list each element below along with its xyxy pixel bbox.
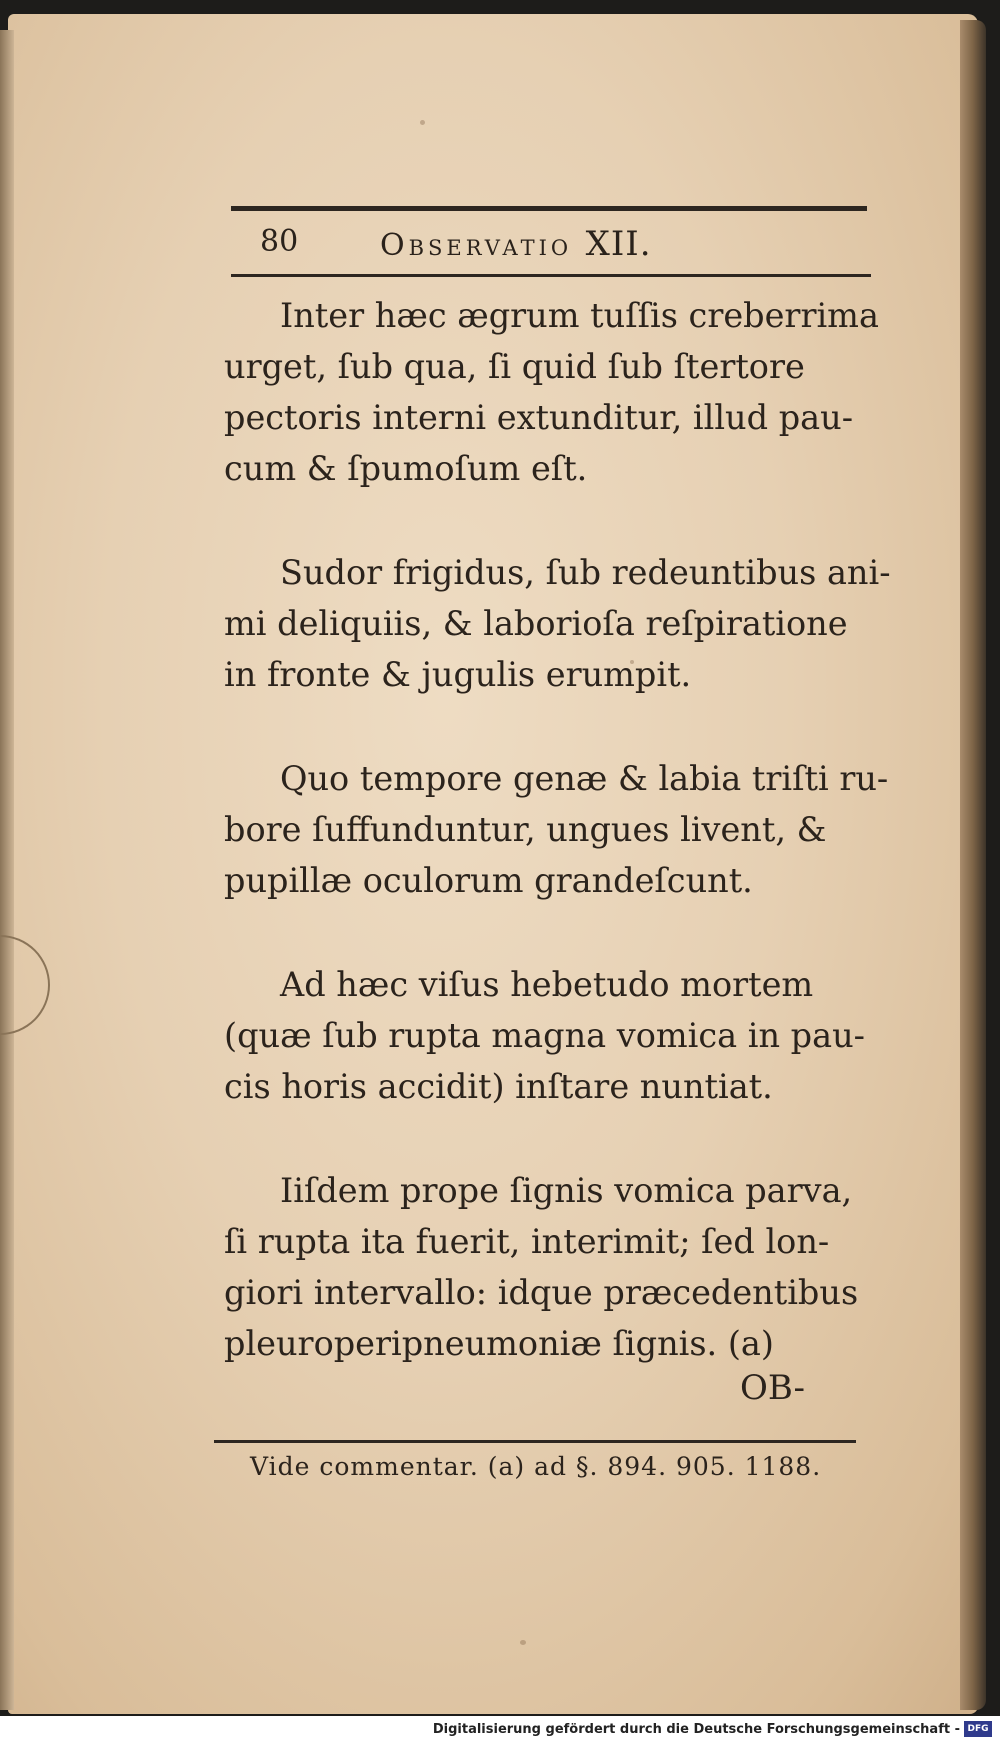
- page-number: 80: [260, 224, 299, 259]
- text-line: (quæ ſub rupta magna vomica in pau-: [224, 1016, 865, 1055]
- paragraph: [224, 753, 889, 906]
- text-line: cis horis accidit) inſtare nuntiat.: [224, 1067, 773, 1106]
- paper-spot: [520, 1640, 526, 1645]
- text-line: Inter hæc ægrum tuſſis creberrima: [280, 296, 879, 335]
- text-line: bore ſuffunduntur, ungues livent, &: [224, 810, 827, 849]
- paper-spot: [420, 120, 425, 125]
- book-spine-edge: [960, 20, 986, 1710]
- running-title: [380, 224, 652, 264]
- text-line: urget, ſub qua, ſi quid ſub ſtertore: [224, 347, 805, 386]
- footnote: Vide commentar. (a) ad §. 894. 905. 1188.: [250, 1452, 822, 1481]
- text-line: pleuroperipneumoniæ ſignis. (a): [224, 1324, 774, 1363]
- running-title-word: Observatio: [380, 228, 573, 263]
- text-line: Iiſdem prope ſignis vomica parva,: [280, 1171, 853, 1210]
- text-line: cum & ſpumoſum eſt.: [224, 449, 588, 488]
- running-header: [260, 224, 820, 270]
- catchword: OB-: [740, 1368, 805, 1408]
- text-line: Sudor frigidus, ſub redeuntibus ani-: [280, 553, 891, 592]
- page-stack-left-edge: [0, 30, 14, 1710]
- header-top-rule: [231, 206, 867, 211]
- text-line: mi deliquiis, & laborioſa reſpiratione: [224, 604, 848, 643]
- paragraph: [224, 547, 891, 700]
- digitization-credit-bar: [0, 1716, 1000, 1746]
- text-line: ſi rupta ita fuerit, interimit; ſed lon-: [224, 1222, 830, 1261]
- credit-text: Digitalisierung gefördert durch die Deutsche Forschungsgemeinschaft -: [432, 1722, 960, 1737]
- text-line: Quo tempore genæ & labia triſti ru-: [280, 759, 889, 798]
- text-line: giori intervallo: idque præcedentibus: [224, 1273, 859, 1312]
- text-line: pupillæ oculorum grandeſcunt.: [224, 861, 753, 900]
- paragraph: [224, 1165, 884, 1369]
- paragraph: [224, 959, 884, 1112]
- text-line: in fronte & jugulis erumpit.: [224, 655, 692, 694]
- footnote-rule: [214, 1440, 856, 1443]
- text-line: pectoris interni extunditur, illud pau-: [224, 398, 854, 437]
- paragraph: [224, 290, 884, 494]
- body-text: [224, 290, 891, 1422]
- text-line: Ad hæc viſus hebetudo mortem: [280, 965, 814, 1004]
- header-bottom-rule: [231, 274, 871, 277]
- dfg-logo-icon: DFG: [964, 1721, 992, 1737]
- observation-number: XII.: [585, 224, 652, 264]
